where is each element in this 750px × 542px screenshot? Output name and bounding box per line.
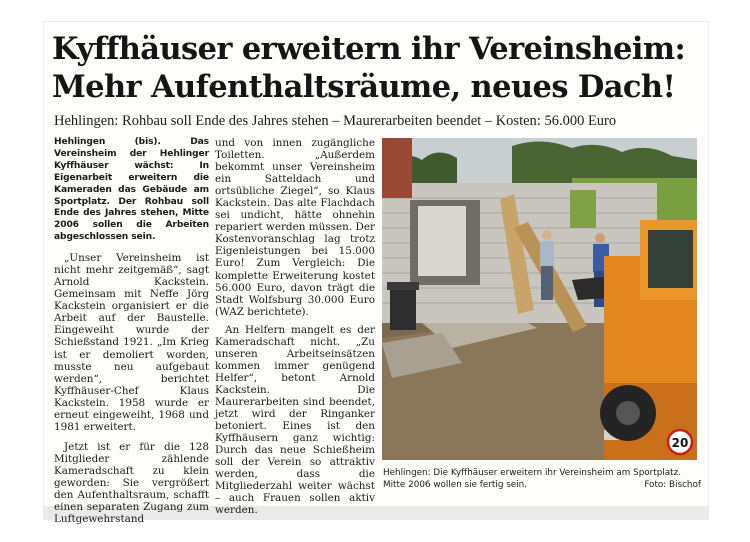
photo-caption <box>383 467 701 492</box>
article-paragraph-4: An Helfern mangelt es der Kameradschaft nicht. „Zu unseren Arbeitseinsätzen kommen immer genügend Helfer“, betont Arnold Kackstein. Die Maurerarbeiten sind beendet, jetzt wird der Ringanker betoniert. Eines ist den Kyffhäusern ganz wichtig: Durch das neue Schießheim soll der Verein so attraktiv werden, dass die Mitgliederzahl weiter wächst – auch Frauen sollen aktiv werden. <box>215 323 375 517</box>
photo-credit: Foto: Bischof <box>644 480 701 491</box>
headline-line-1: Kyffhäuser erweitern ihr Vereinsheim: <box>52 31 686 67</box>
article-paragraph-1: „Unser Vereinsheim ist nicht mehr zeitgemäß“, sagt Arnold Kackstein. Gemeinsam mit Neffe Jörg Kackstein organisiert er die Arbeit auf der Baustelle. Eingeweiht wurde der Schießstand 1921. „Im Krieg ist er demoliert worden, musste neu aufgebaut werden“, berichtet Kyffhäuser-Chef Klaus Kackstein. 1958 wurde er erneut eingeweiht, 1968 und 1981 erweitert. <box>54 252 209 433</box>
article-headline <box>52 30 700 106</box>
article-lead: Hehlingen (bis). Das Vereinsheim der Hehlinger Kyffhäuser wächst: In Eigenarbeit erweitern die Kameraden das Gebäude am Sportplatz. Der Rohbau soll Ende des Jahres stehen, Mitte 2006 sollen die Arbeiten abgeschlossen sein. <box>54 137 209 243</box>
construction-photo <box>382 138 697 460</box>
text-column-1 <box>54 137 209 525</box>
caption-text: Hehlingen: Die Kyffhäuser erweitern ihr Vereinsheim am Sportplatz. Mitte 2006 wollen sie fertig sein. <box>383 468 682 491</box>
text-column-2 <box>215 137 375 516</box>
article-paragraph-3: und von innen zugängliche Toiletten. „Außerdem bekommt unser Vereinsheim ein Satteldach und ortsübliche Ziegel“, so Klaus Kackstein. Das alte Flachdach sei undicht, hätte ohnehin repariert werden müssen. Der Kostenvoranschlag lag trotz Eigenleistungen bei 15.000 Euro! Zum Vergleich: Die komplette Erweiterung kostet 56.000 Euro, davon trägt die Stadt Wolfsburg 30.000 Euro (WAZ berichtete). <box>215 137 375 318</box>
speed-sign-label: 20 <box>671 436 689 450</box>
article-paragraph-2: Jetzt ist er für die 128 Mitglieder zählende Kameradschaft zu klein geworden: Sie vergrößert den Aufenthaltsraum, schafft einen separaten Zugang zum Luftgewehrstand <box>54 440 209 526</box>
headline-line-2: Mehr Aufenthaltsräume, neues Dach! <box>52 69 676 105</box>
article-subheadline: Hehlingen: Rohbau soll Ende des Jahres stehen – Maurerarbeiten beendet – Kosten: 56.000 Euro <box>54 113 617 129</box>
